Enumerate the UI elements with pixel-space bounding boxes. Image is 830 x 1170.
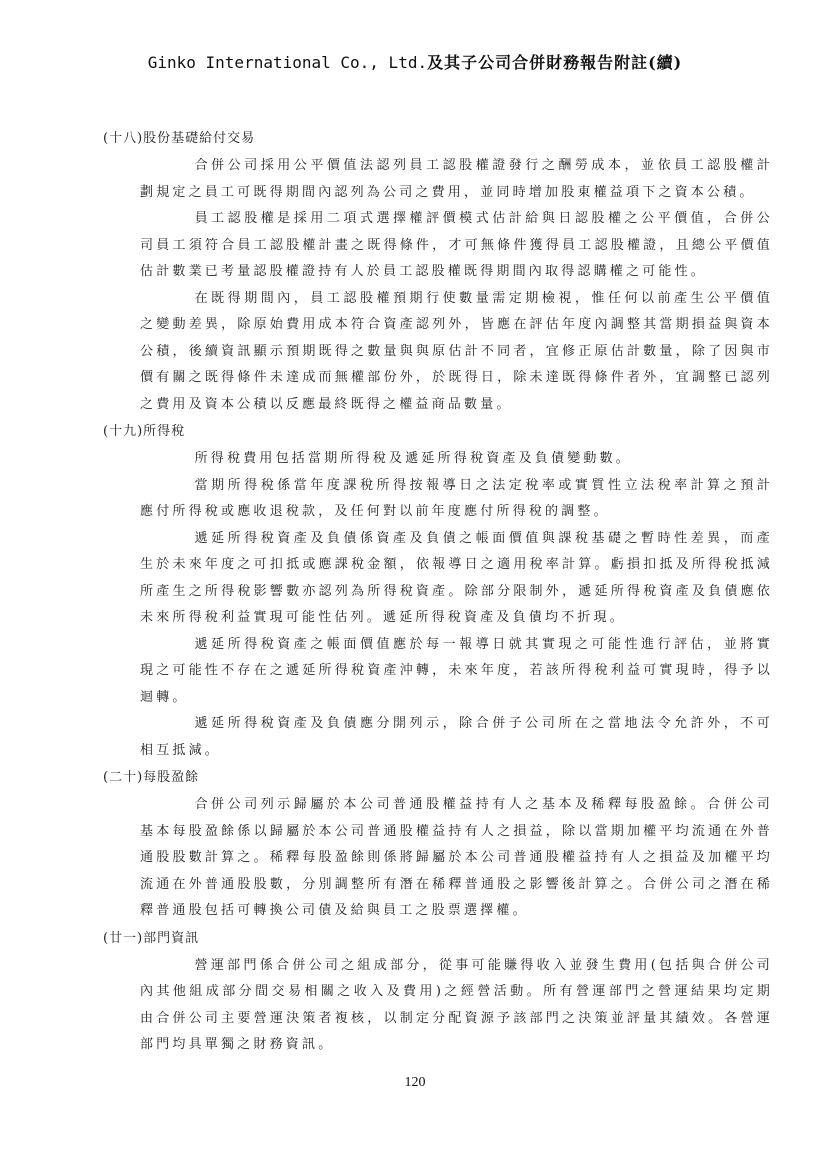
- paragraph: 遞延所得稅資產及負債應分開列示，除合併子公司所在之當地法令允許外，不可相互抵減。: [140, 716, 773, 758]
- section-title: (二十)每股盈餘: [103, 770, 200, 785]
- paragraph: 遞延所得稅資產之帳面價值應於每一報導日就其實現之可能性進行評估，並將實現之可能性不存在之遞延所得稅資產沖轉，未來年度，若該所得稅利益可實現時，得予以迴轉。: [140, 636, 773, 705]
- section-income-tax: [103, 418, 773, 764]
- paragraph: 合併公司列示歸屬於本公司普通股權益持有人之基本及稀釋每股盈餘。合併公司基本每股盈餘係以歸屬於本公司普通股權益持有人之損益，除以當期加權平均流通在外普通股股數計算之。稀釋每股盈餘則係將歸屬於本公司普通股權益持有人之損益及加權平均流通在外普通股股數，分別調整所有潛在稀釋普通股之影響後計算之。合併公司之潛在稀釋普通股包括可轉換公司債及給與員工之股票選擇權。: [140, 797, 773, 918]
- section-title: (廿一)部門資訊: [103, 930, 200, 946]
- paragraph: 所得稅費用包括當期所得稅及遞延所得稅資產及負債變動數。: [194, 451, 632, 466]
- page-number: 120: [404, 1075, 426, 1090]
- section-title: (十九)所得稅: [103, 424, 186, 439]
- paragraph: 當期所得稅係當年度課稅所得按報導日之法定稅率或實質性立法稅率計算之預計應付所得稅或應收退稅款，及任何對以前年度應付所得稅的調整。: [140, 477, 773, 519]
- header-company-name: Ginko International Co., Ltd.: [147, 53, 428, 72]
- paragraph: 員工認股權是採用二項式選擇權評價模式估計給與日認股權之公平價值，合併公司員工須符合員工認股權計畫之既得條件，才可無條件獲得員工認股權證，且總公平價值估計數業已考量認股權證持有人於員工認股權既得期間內取得認購權之可能性。: [140, 211, 773, 279]
- paragraph: 在既得期間內，員工認股權預期行使數量需定期檢視，惟任何以前產生公平價值之變動差異，除原始費用成本符合資產認列外，皆應在評估年度內調整其當期損益與資本公積，後續資訊顯示預期既得之數量與與原估計不同者，宜修正原估計數量，除了因與市價有關之既得條件未達成而無權部份外，於既得日，除未達既得條件者外，宜調整已認列之費用及資本公積以反應最終既得之權益商品數量。: [140, 290, 773, 412]
- notes-body: [103, 125, 773, 1059]
- section-earnings-per-share: [103, 764, 773, 925]
- paragraph: 遞延所得稅資產及負債係資產及負債之帳面價值與課稅基礎之暫時性差異，而產生於未來年度之可扣抵或應課稅金額，依報導日之適用稅率計算。虧損扣抵及所得稅抵減所產生之所得稅影響數亦認列為所得稅資產。除部分限制外，遞延所得稅資產及負債應依未來所得稅利益實現可能性估列。遞延所得稅資產及負債均不折現。: [140, 530, 773, 625]
- section-title: (十八)股份基礎給付交易: [103, 131, 256, 146]
- section-share-based-payment: [103, 125, 773, 418]
- header-title: 及其子公司合併財務報告附註(續): [427, 53, 683, 72]
- paragraph: 合併公司採用公平價值法認列員工認股權證發行之酬勞成本，並依員工認股權計劃規定之員工可既得期間內認列為公司之費用，並同時增加股東權益項下之資本公積。: [140, 158, 773, 200]
- page-header: [0, 50, 830, 73]
- paragraph: 營運部門係合併公司之組成部分，從事可能賺得收入並發生費用(包括與合併公司內其他組成部分間交易相關之收入及費用)之經營活動。所有營運部門之營運結果均定期由合併公司主要營運決策者複核，以制定分配資源予該部門之決策並評量其績效。各營運部門均具單獨之財務資訊。: [140, 957, 773, 1052]
- section-segment-information: [103, 925, 773, 1059]
